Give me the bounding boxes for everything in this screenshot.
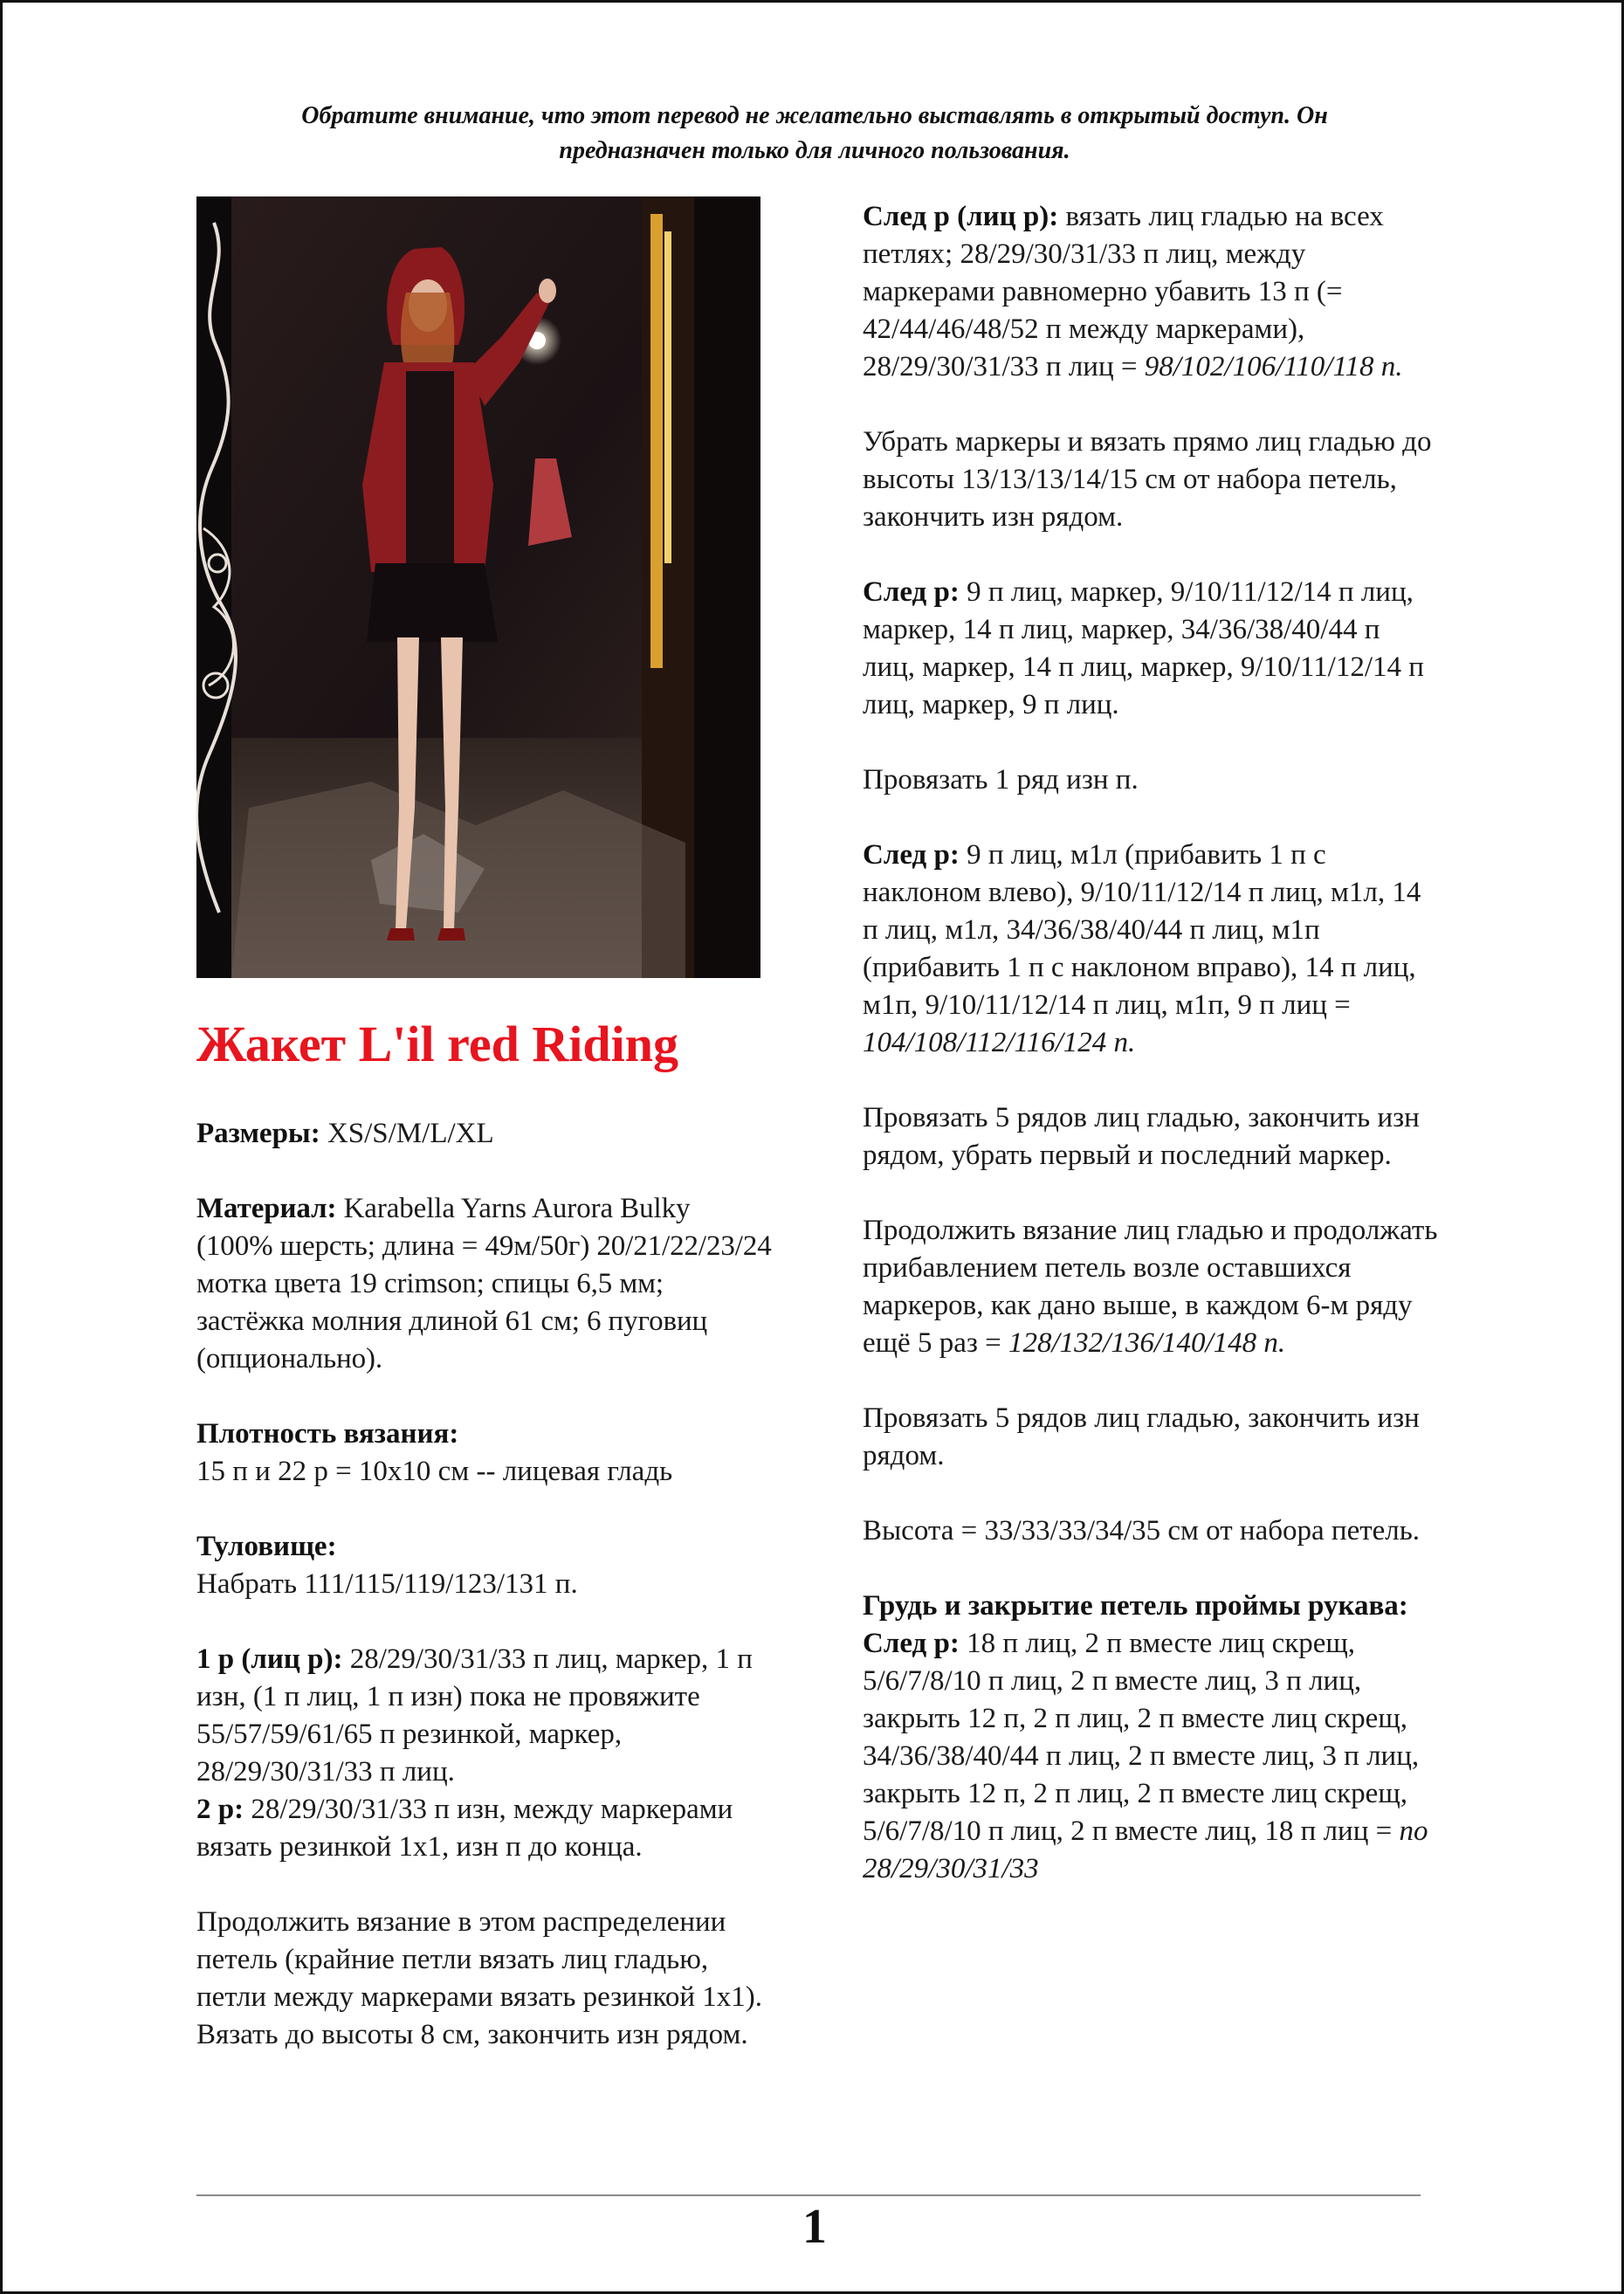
translation-notice bbox=[177, 99, 1452, 169]
next-row-label-1: След р (лиц р): bbox=[863, 201, 1059, 232]
material-paragraph bbox=[196, 1190, 773, 1378]
gauge-paragraph bbox=[196, 1416, 773, 1491]
material-text: Karabella Yarns Aurora Bulky (100% шерсть; длина = 49м/50г) 20/21/22/23/24 мотка цвета 19 crimson; спицы 6,5 мм; застёжка молния длиной 61 см; 6 пуговиц (опционально). bbox=[196, 1193, 772, 1374]
stitch-count-5: 104/108/112/116/124 п. bbox=[863, 1027, 1136, 1058]
left-column bbox=[196, 1115, 773, 2091]
sizes-paragraph bbox=[196, 1115, 773, 1153]
continue-increase-text: Продолжить вязание лиц гладью и продолжать прибавлением петель возле оставшихся маркеров, как дано выше, в каждом 6-м ряду ещё 5 раз = bbox=[863, 1215, 1438, 1359]
next-row-label-5: След р: bbox=[863, 839, 960, 871]
continue-increase-paragraph bbox=[863, 1212, 1439, 1362]
five-rows-paragraph-2: Провязать 5 рядов лиц гладью, закончить изн рядом. bbox=[863, 1402, 1420, 1471]
pattern-title: Жакет L'il red Riding bbox=[196, 1016, 678, 1072]
footer-divider bbox=[196, 2194, 1421, 2196]
right-column bbox=[863, 198, 1439, 1888]
next-row-label-3: След р: bbox=[863, 576, 960, 608]
remove-markers-paragraph: Убрать маркеры и вязать прямо лиц гладью до высоты 13/13/13/14/15 см от набора петель, закончить изн рядом. bbox=[863, 426, 1432, 533]
row2-text: 28/29/30/31/33 п изн, между маркерами вязать резинкой 1х1, изн п до конца. bbox=[196, 1794, 733, 1863]
model-photo-illustration bbox=[196, 196, 760, 978]
row1-label: 1 р (лиц р): bbox=[196, 1643, 343, 1675]
chest-paragraph bbox=[863, 1588, 1439, 1888]
height-paragraph: Высота = 33/33/33/34/35 см от набора петель. bbox=[863, 1515, 1421, 1547]
chest-row-label: След р: bbox=[863, 1628, 960, 1659]
notice-line-2: предназначен только для личного пользования. bbox=[559, 137, 1070, 164]
next-row-paragraph-5 bbox=[863, 837, 1439, 1062]
sizes-text: XS/S/M/L/XL bbox=[320, 1118, 494, 1149]
row1-text: 28/29/30/31/33 п лиц, маркер, 1 п изн, (1 п лиц, 1 п изн) пока не провяжите 55/57/59/61/65 п резинкой, маркер, 28/29/30/31/33 п лиц. bbox=[196, 1643, 753, 1788]
sizes-label: Размеры: bbox=[196, 1118, 320, 1149]
five-rows-paragraph: Провязать 5 рядов лиц гладью, закончить изн рядом, убрать первый и последний маркер. bbox=[863, 1102, 1420, 1171]
next-row-paragraph-3 bbox=[863, 574, 1439, 724]
continue-paragraph: Продолжить вязание в этом распределении петель (крайние петли вязать лиц гладью, петли между маркерами вязать резинкой 1х1). Вязать до высоты 8 см, закончить изн рядом. bbox=[196, 1906, 763, 2050]
next-row-text-5: 9 п лиц, м1л (прибавить 1 п с наклоном влево), 9/10/11/12/14 п лиц, м1л, 14 п лиц, м1л, 34/36/38/40/44 п лиц, м1п (прибавить 1 п с наклоном вправо), 14 п лиц, м1п, 9/10/11/12/14 п лиц, м1п, 9 п лиц = bbox=[863, 839, 1421, 1021]
material-label: Материал: bbox=[196, 1193, 337, 1224]
chest-heading: Грудь и закрытие петель проймы рукава: bbox=[863, 1590, 1408, 1622]
row1-paragraph bbox=[196, 1641, 773, 1791]
body-paragraph bbox=[196, 1528, 773, 1603]
purl-row-paragraph: Провязать 1 ряд изн п. bbox=[863, 764, 1139, 796]
row2-paragraph bbox=[196, 1791, 773, 1866]
gauge-text: 15 п и 22 р = 10х10 см -- лицевая гладь bbox=[196, 1456, 673, 1487]
gauge-label: Плотность вязания: bbox=[196, 1418, 459, 1450]
next-row-paragraph-1 bbox=[863, 198, 1439, 386]
stitch-count-7: 128/132/136/140/148 п. bbox=[1008, 1327, 1286, 1359]
model-photo bbox=[196, 196, 760, 978]
chest-row-text: 18 п лиц, 2 п вместе лиц скрещ, 5/6/7/8/10 п лиц, 2 п вместе лиц, 3 п лиц, закрыть 12 п, 2 п лиц, 2 п вместе лиц скрещ, 34/36/38/40/44 п лиц, 2 п вместе лиц, 3 п лиц, закрыть 12 п, 2 п лиц, 2 п вместе лиц скрещ, 5/6/7/8/10 п лиц, 2 п вместе лиц, 18 п лиц = bbox=[863, 1628, 1420, 1847]
next-row-text-3: 9 п лиц, маркер, 9/10/11/12/14 п лиц, маркер, 14 п лиц, маркер, 34/36/38/40/44 п лиц, маркер, 14 п лиц, маркер, 9/10/11/12/14 п лиц, маркер, 9 п лиц. bbox=[863, 576, 1424, 720]
stitch-count-1: 98/102/106/110/118 п. bbox=[1144, 351, 1403, 382]
row2-label: 2 р: bbox=[196, 1794, 244, 1825]
body-text: Набрать 111/115/119/123/131 п. bbox=[196, 1568, 578, 1600]
notice-line-1: Обратите внимание, что этот перевод не желательно выставлять в открытый доступ. Он bbox=[301, 102, 1328, 129]
page-number: 1 bbox=[802, 2200, 827, 2254]
body-label: Туловище: bbox=[196, 1531, 337, 1562]
next-row-text-1: вязать лиц гладью на всех петлях; 28/29/30/31/33 п лиц, между маркерами равномерно убавить 13 п (= 42/44/46/48/52 п между маркерами), 28/29/30/31/33 п лиц = bbox=[863, 201, 1384, 382]
chest-stitch-count: по 28/29/30/31/33 bbox=[863, 1815, 1428, 1884]
